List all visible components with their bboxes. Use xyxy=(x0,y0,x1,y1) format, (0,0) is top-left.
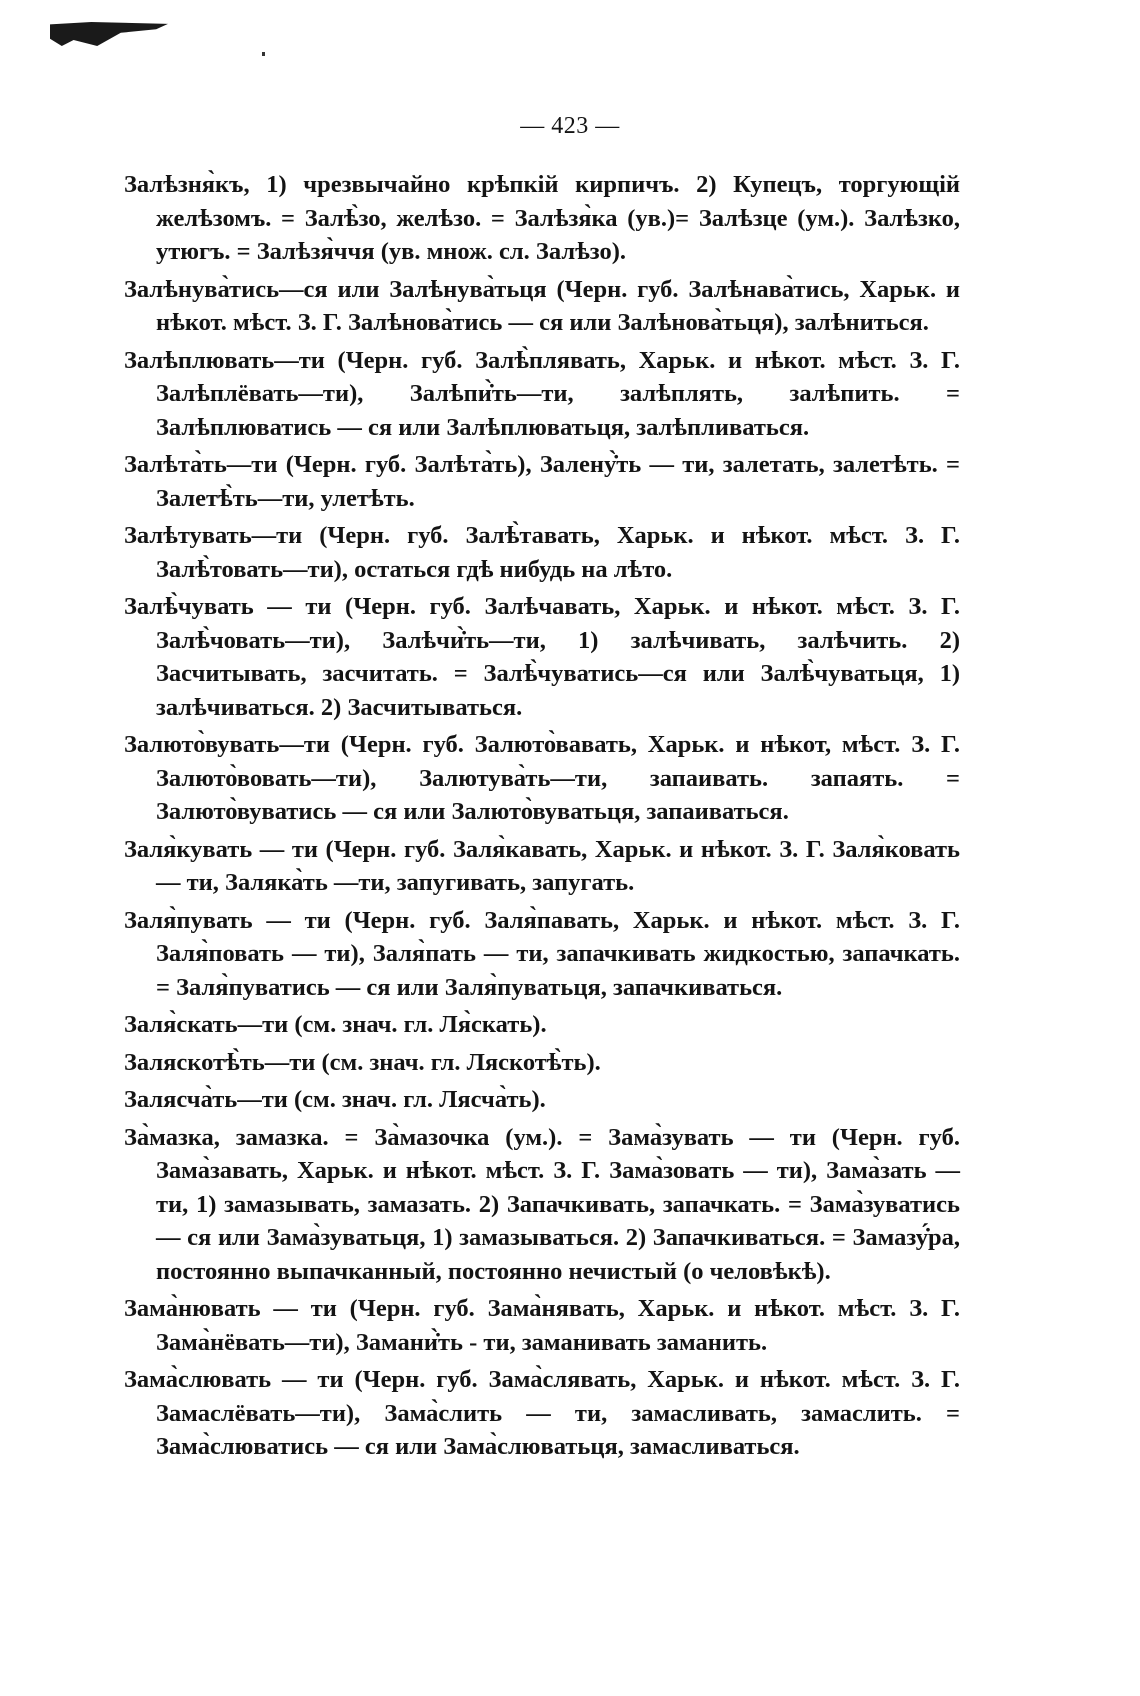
dictionary-entry: Заля̀кувать — ти (Черн. губ. Заля̀кавать, Харьк. и нѣкот. З. Г. Заля̀ковать — ти, Заляка̀ть —ти, запугивать, запугать. xyxy=(124,835,960,896)
dictionary-entry: Залюто̀вувать—ти (Черн. губ. Залюто̀вавать, Харьк. и нѣкот, мѣст. З. Г. Залюто̀вовать—ти), Залютува̀ть—ти, запаивать. запаять. = Залюто̀вуватись — ся или Залюто̀вуватьця, запаиваться. xyxy=(124,731,960,825)
dictionary-entry: Зама̀нювать — ти (Черн. губ. Зама̀нявать, Харьк. и нѣкот. мѣст. З. Г. Зама̀нёвать—ти), Замани̇̀ть - ти, заманивать заманить. xyxy=(124,1295,960,1356)
scan-artifact xyxy=(50,22,168,46)
scan-dot xyxy=(262,52,265,56)
dictionary-entry: Залясча̀ть—ти (см. знач. гл. Лясча̀ть). xyxy=(124,1086,546,1113)
entry-list xyxy=(124,168,960,1468)
dictionary-entry: Залѣзня̀къ, 1) чрезвычайно крѣпкій кирпичъ. 2) Купецъ, торгующій желѣзомъ. = Залѣ̀зо, желѣзо. = Залѣзя̀ка (ув.)= Залѣзце (ум.). Залѣзко, утюгъ. = Залѣзя̀ччя (ув. множ. сл. Залѣзо). xyxy=(124,171,960,265)
dictionary-entry: Заля̀скать—ти (см. знач. гл. Ля̀скать). xyxy=(124,1011,547,1038)
dictionary-entry: Залѣнува̀тись—ся или Залѣнува̀тьця (Черн. губ. Залѣнава̀тись, Харьк. и нѣкот. мѣст. З. Г. Залѣнова̀тись — ся или Залѣнова̀тьця), залѣниться. xyxy=(124,275,960,336)
dictionary-entry: Залѣта̀ть—ти (Черн. губ. Залѣта̀ть), Залену̇̀ть — ти, залетать, залетѣть. = Залетѣ̀ть—ти, улетѣть. xyxy=(124,451,960,512)
dictionary-entry: Залѣплювать—ти (Черн. губ. Залѣ̀плявать, Харьк. и нѣкот. мѣст. З. Г. Залѣплёвать—ти), Залѣпи̇̀ть—ти, залѣплять, залѣпить. = Залѣплюватись — ся или Залѣплюватьця, залѣпливаться. xyxy=(124,346,960,441)
page-number: — 423 — xyxy=(520,113,620,139)
dictionary-entry: Залѣтувать—ти (Черн. губ. Залѣ̀тавать, Харьк. и нѣкот. мѣст. З. Г. Залѣ̀товать—ти), остаться гдѣ нибудь на лѣто. xyxy=(124,522,960,583)
dictionary-entry: Заляскотѣ̀ть—ти (см. знач. гл. Ляскотѣ̀ть). xyxy=(124,1048,601,1076)
dictionary-entry: Залѣ̀чувать — ти (Черн. губ. Залѣчавать, Харьк. и нѣкот. мѣст. З. Г. Залѣ̀човать—ти), Залѣчи̇̀ть—ти, 1) залѣчивать, залѣчить. 2) Засчитывать, засчитать. = Залѣ̀чуватись—ся или Залѣ̀чуватьця, 1) залѣчиваться. 2) Засчитываться. xyxy=(124,593,960,721)
dictionary-entry: Зама̀слювать — ти (Черн. губ. Зама̀слявать, Харьк. и нѣкот. мѣст. З. Г. Замаслёвать—ти), Зама̀слить — ти, замасливать, замаслить. = Зама̀слюватись — ся или Зама̀слюватьця, замасливаться. xyxy=(124,1366,960,1460)
dictionary-entry: Заля̀пувать — ти (Черн. губ. Заля̀павать, Харьк. и нѣкот. мѣст. З. Г. Заля̀повать — ти), Заля̀пать — ти, запачкивать жидкостью, запачкать. = Заля̀пуватись — ся или Заля̀пуватьця, запачкиваться. xyxy=(124,906,960,1001)
dictionary-entry: За̀мазка, замазка. = За̀мазочка (ум.). = Зама̀зувать — ти (Черн. губ. Зама̀завать, Харьк. и нѣкот. мѣст. З. Г. Зама̀зовать — ти), Зама̀зать — ти, 1) замазывать, замазать. 2) Запачкивать, запачкать. = Зама̀зуватись — ся или Зама̀зуватьця, 1) замазываться. 2) Запачкиваться. = Замазу̇́ра, постоянно выпачканный, постоянно нечистый (о человѣкѣ). xyxy=(124,1123,960,1285)
